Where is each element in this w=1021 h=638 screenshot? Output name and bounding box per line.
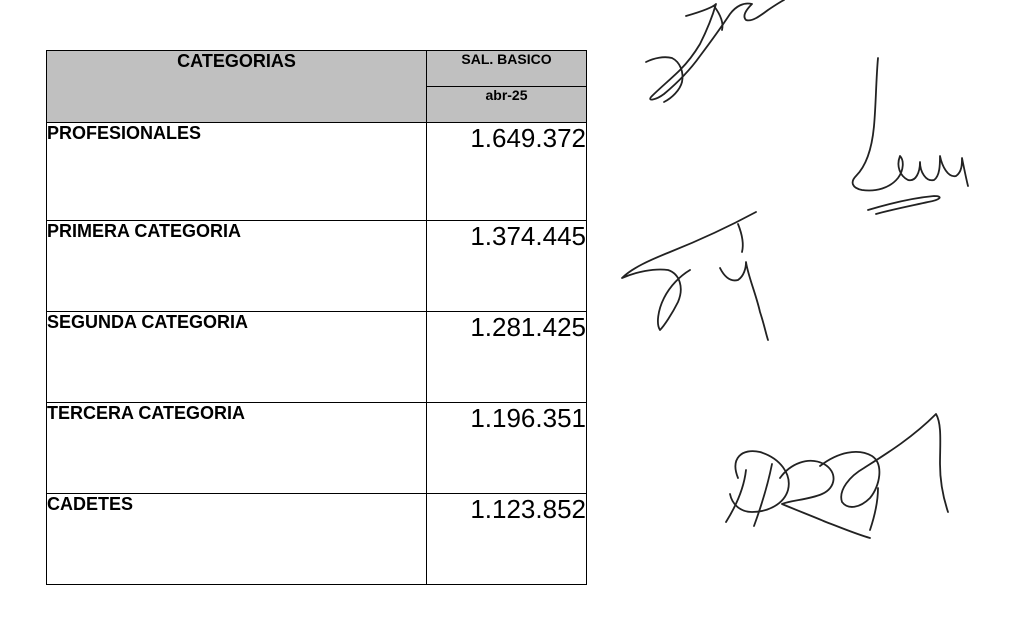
signature-1 — [646, 0, 784, 102]
signature-2 — [853, 58, 968, 214]
category-name: PROFESIONALES — [47, 123, 427, 221]
category-name: TERCERA CATEGORIA — [47, 403, 427, 494]
salary-value: 1.374.445 — [427, 221, 587, 312]
table-row — [47, 403, 587, 494]
salary-value: 1.649.372 — [427, 123, 587, 221]
salary-value: 1.196.351 — [427, 403, 587, 494]
table-row — [47, 221, 587, 312]
signature-3 — [622, 212, 768, 340]
category-name: PRIMERA CATEGORIA — [47, 221, 427, 312]
table-row — [47, 312, 587, 403]
table-row — [47, 494, 587, 585]
salary-value: 1.281.425 — [427, 312, 587, 403]
category-name: CADETES — [47, 494, 427, 585]
header-categorias: CATEGORIAS — [47, 51, 427, 123]
signature-4 — [726, 414, 948, 538]
header-sal-basico: SAL. BASICO — [427, 51, 587, 87]
table-row — [47, 123, 587, 221]
salary-table — [46, 50, 587, 585]
header-period: abr-25 — [427, 87, 587, 123]
category-name: SEGUNDA CATEGORIA — [47, 312, 427, 403]
salary-value: 1.123.852 — [427, 494, 587, 585]
